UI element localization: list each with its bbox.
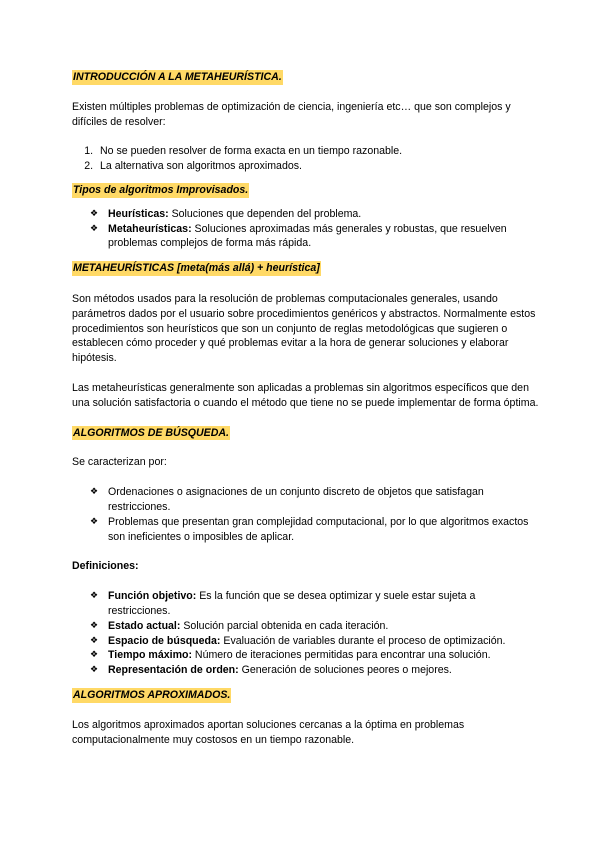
- definition: Solución parcial obtenida en cada iteración.: [180, 619, 389, 632]
- term: Estado actual:: [108, 619, 181, 632]
- heading-busqueda-text: ALGORITMOS DE BÚSQUEDA.: [73, 426, 229, 439]
- diamond-bullet-icon: ❖: [90, 208, 99, 219]
- list-item: [90, 207, 540, 222]
- definition: Generación de soluciones peores o mejores.: [238, 664, 452, 677]
- list-item-text: Problemas que presentan gran complejidad computacional, por lo que algoritmos exactos son ineficientes o imposibles de aplicar.: [108, 515, 529, 543]
- heading-intro: [72, 70, 540, 85]
- term: Metaheurísticas:: [108, 222, 192, 235]
- diamond-bullet-icon: ❖: [90, 223, 99, 234]
- diamond-bullet-icon: ❖: [90, 487, 99, 498]
- diamond-bullet-icon: ❖: [90, 620, 99, 631]
- list-item: 2. La alternativa son algoritmos aproximados.: [96, 159, 540, 174]
- heading-intro-text: INTRODUCCIÓN A LA METAHEURÍSTICA.: [73, 71, 282, 83]
- intro-paragraph: Existen múltiples problemas de optimización de ciencia, ingeniería etc… que son complejos y difíciles de resolver:: [72, 100, 511, 128]
- tipos-list: [72, 207, 540, 251]
- diamond-bullet-icon: ❖: [90, 665, 99, 676]
- diamond-bullet-icon: ❖: [90, 516, 99, 527]
- list-item-text: Ordenaciones o asignaciones de un conjunto discreto de objetos que satisfagan restricciones.: [108, 486, 484, 513]
- busqueda-list: [72, 485, 540, 544]
- term: Función objetivo:: [108, 590, 197, 603]
- heading-aprox: [72, 688, 540, 703]
- heading-meta: [72, 261, 540, 276]
- definition: Soluciones que dependen del problema.: [168, 207, 362, 220]
- list-item: [90, 485, 540, 515]
- definitions-list: [72, 589, 540, 678]
- term: Heurísticas:: [108, 207, 169, 220]
- heading-meta-text: METAHEURÍSTICAS [meta(más allá) + heurística]: [73, 262, 320, 275]
- list-item: [90, 663, 540, 678]
- diamond-bullet-icon: ❖: [90, 635, 99, 646]
- diamond-bullet-icon: ❖: [90, 650, 99, 661]
- definition: Evaluación de variables durante el proceso de optimización.: [220, 634, 506, 647]
- heading-aprox-text: ALGORITMOS APROXIMADOS.: [73, 688, 231, 701]
- intro-list: [72, 144, 540, 174]
- busqueda-intro: Se caracterizan por:: [72, 456, 167, 469]
- list-item: 1. No se pueden resolver de forma exacta en un tiempo razonable.: [96, 144, 540, 159]
- definition: Número de iteraciones permitidas para encontrar una solución.: [191, 649, 491, 662]
- term: Tiempo máximo:: [108, 649, 192, 662]
- list-item: [90, 648, 540, 663]
- list-item: [90, 515, 540, 545]
- term: Espacio de búsqueda:: [108, 634, 221, 647]
- list-item: [90, 634, 540, 649]
- list-item: [90, 589, 540, 619]
- heading-tipos: [72, 183, 540, 198]
- term: Representación de orden:: [108, 664, 239, 677]
- definitions-title: Definiciones:: [72, 560, 139, 573]
- meta-paragraph-2: Las metaheurísticas generalmente son aplicadas a problemas sin algoritmos específicos que den una solución satisfactoria o cuando el método que tiene no se puede implementar de forma óptima.: [72, 381, 539, 409]
- heading-busqueda: [72, 426, 540, 441]
- definition: Es la función que se desea optimizar y suele estar sujeta a restricciones.: [108, 590, 476, 617]
- list-item: [90, 619, 540, 634]
- list-item: [90, 222, 540, 252]
- diamond-bullet-icon: ❖: [90, 591, 99, 602]
- aprox-paragraph: Los algoritmos aproximados aportan soluciones cercanas a la óptima en problemas computacionalmente muy costosos en un tiempo razonable.: [72, 718, 465, 746]
- meta-paragraph-1: Son métodos usados para la resolución de problemas computacionales generales, usando parámetros dados por el usuario sobre procedimientos genéricos y abstractos. Normalmente estos procedimientos son heurísticos que son un conjunto de reglas metodológicas que sugieren o establecen cómo proceder y qué problemas evitar a la hora de generar soluciones y elaborar hipótesis.: [72, 292, 536, 365]
- definition: Soluciones aproximadas más generales y robustas, que resuelven problemas complejos de forma más rápida.: [108, 222, 507, 250]
- heading-tipos-text: Tipos de algoritmos Improvisados.: [73, 183, 249, 196]
